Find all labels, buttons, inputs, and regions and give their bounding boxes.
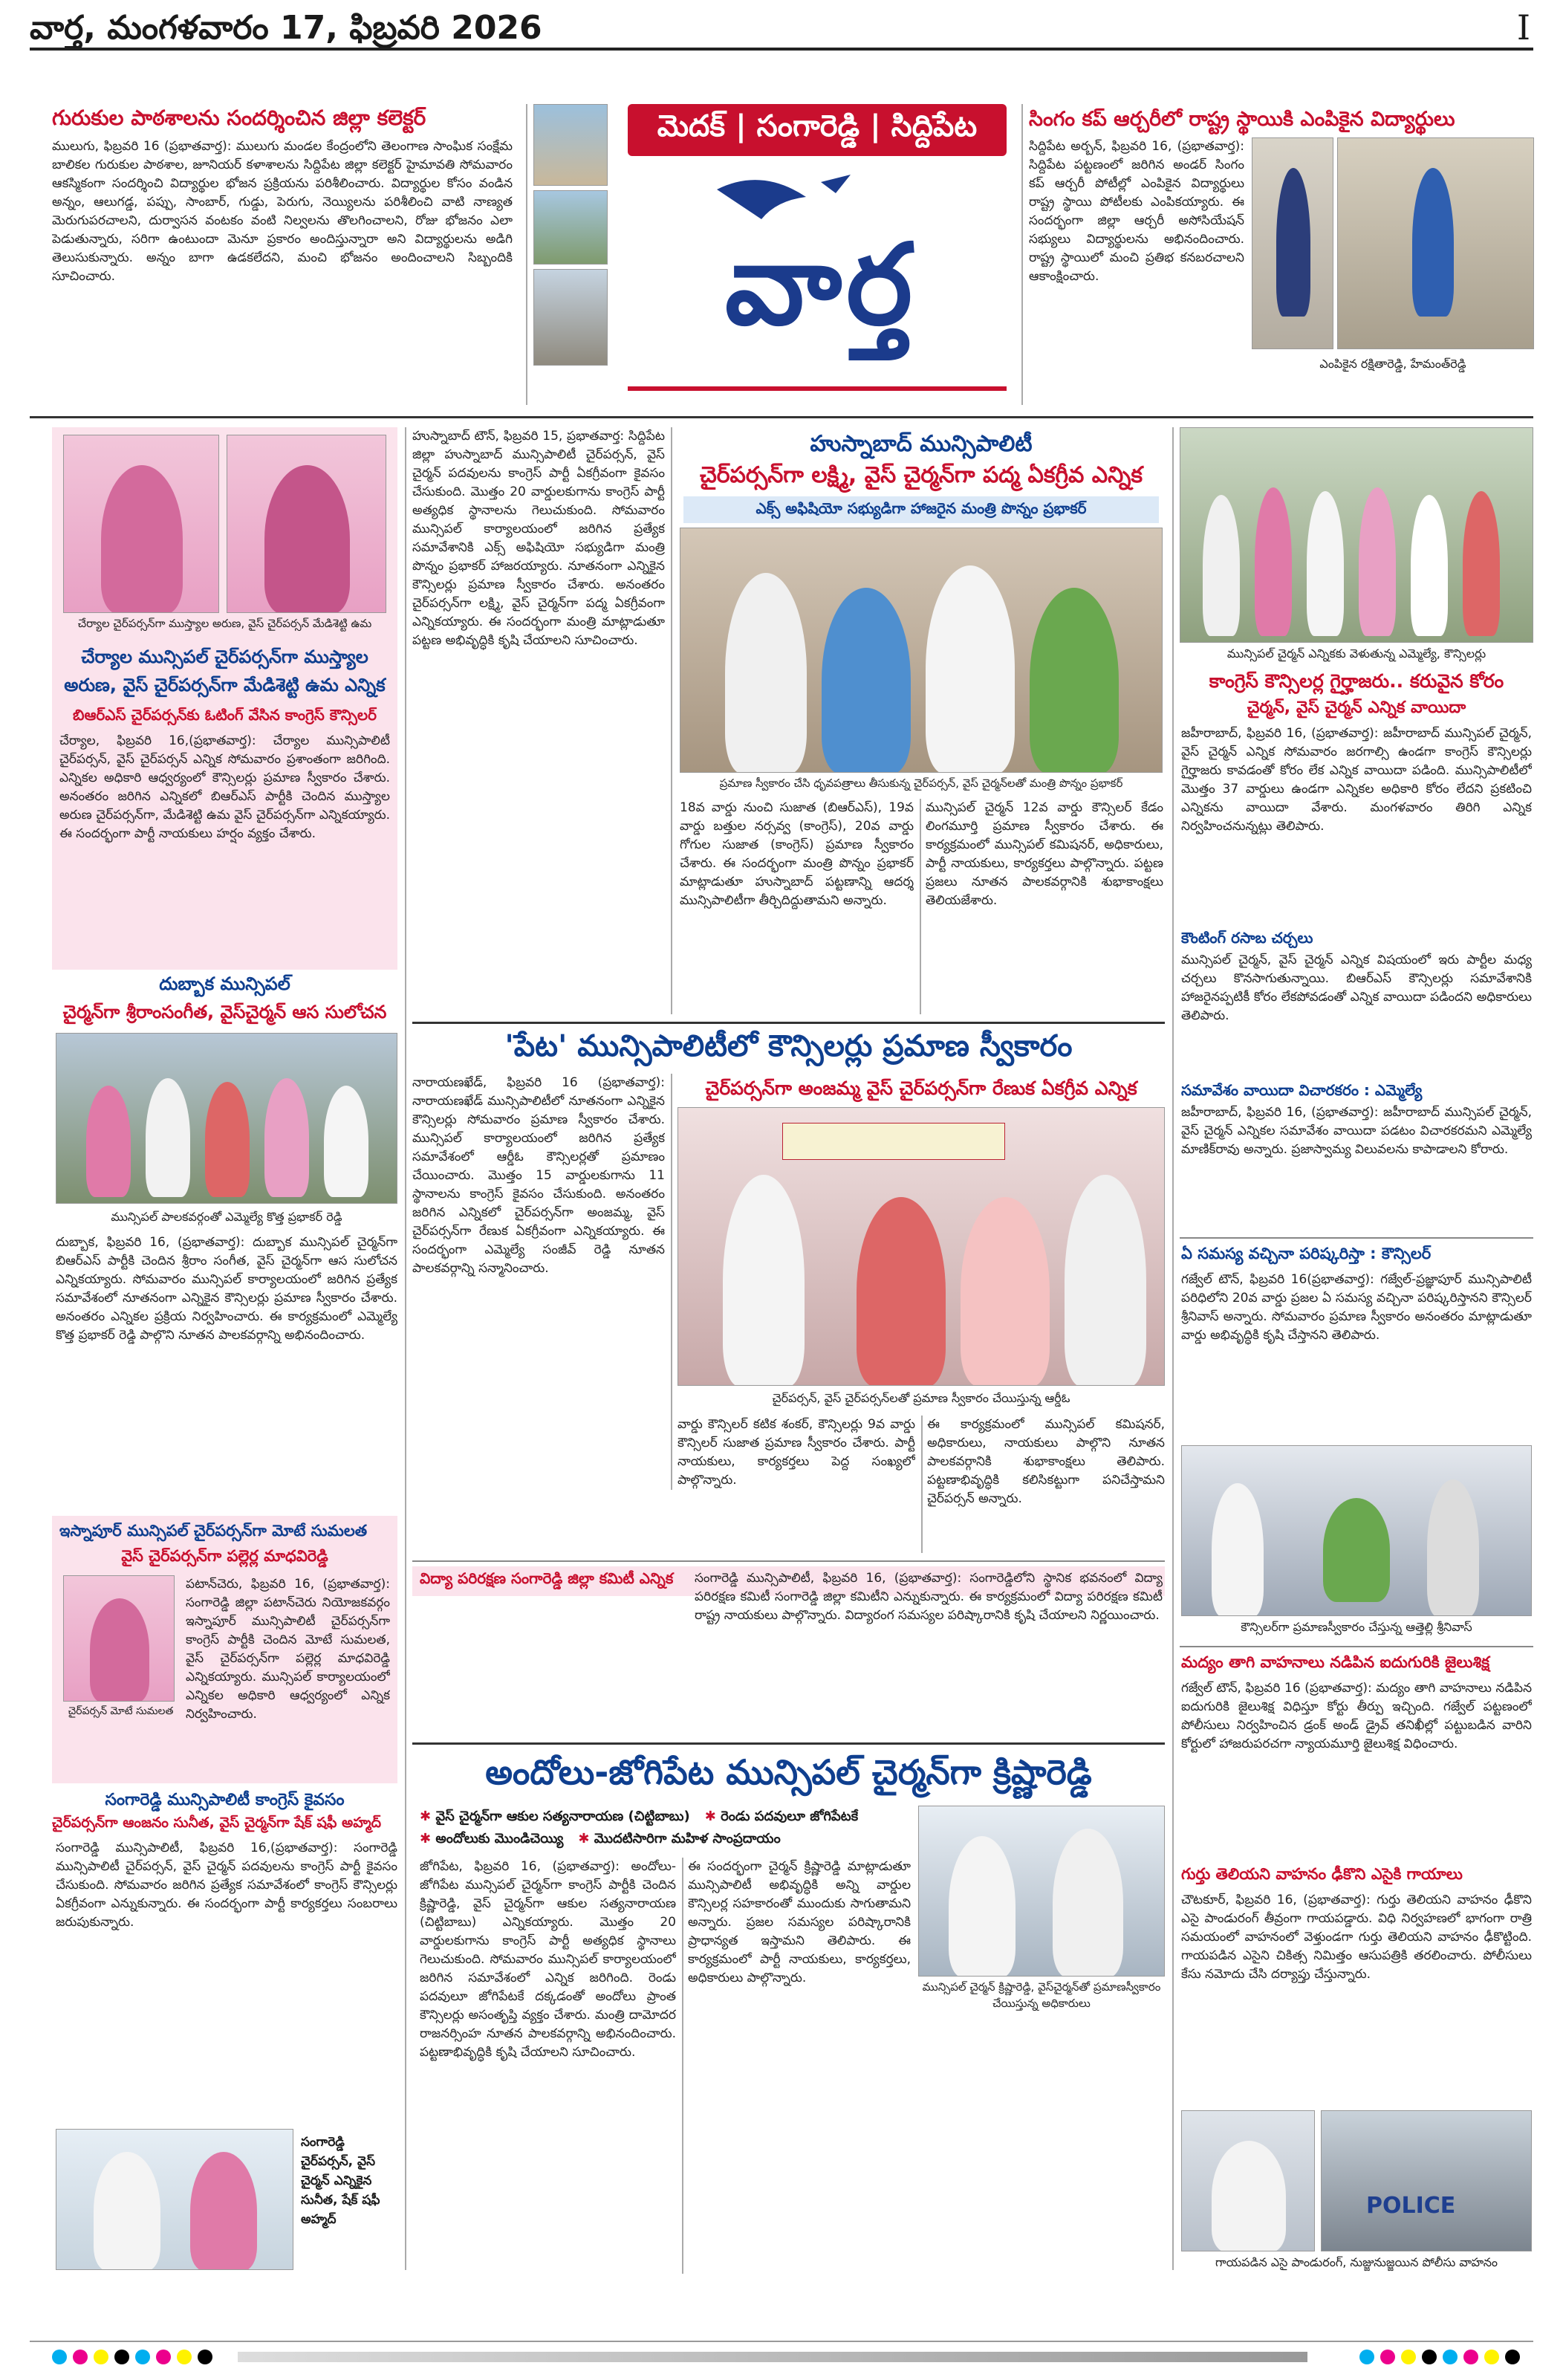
column-divider [671,427,672,1014]
gajwel-photo [1181,1445,1532,1616]
vidya-body: సంగారెడ్డి మున్సిపాలిటీ, ఫిబ్రవరి 16, (ప్రభాతవార్త): సంగారెడ్డిలోని స్థానిక భవనంలో విద్యా పరిరక్షణ కమిటీ సంగారెడ్డి జిల్లా కమిటీని ఎన్నుకున్నారు. ఈ కార్యక్రమంలో విద్యా పరిరక్షణ కమిటీ రాష్ట్ర నాయకులు పాల్గొన్నారు. విద్యారంగ సమస్యల పరిష్కారానికి కృషి చేయాలని నిర్ణయించారు. [695,1571,1163,1623]
footer-rule [30,2341,1533,2342]
peta-sub: చైర్‌పర్సన్‌గా అంజమ్మ వైస్ చైర్‌పర్సన్‌గా రేణుక ఏకగ్రీవ ఎన్నిక [705,1077,1137,1099]
building-photo [533,190,608,265]
header-rule [30,48,1533,51]
husnabad-body3: మున్సిపల్ చైర్మన్ 12వ వార్డు కౌన్సిలర్ కేడం లింగమూర్తి ప్రమాణ స్వీకారం చేశారు. ఈ కార్యక్రమంలో మున్సిపల్ కమిషనర్, అధికారులు, పార్టీ నాయకులు, కార్యకర్తలు పాల్గొన్నారు. పట్టణ ప్రజలు నూతన పాలకవర్గానికి శుభాకాంక్షలు తెలియజేశారు. [926,800,1163,908]
page-number: I [1516,7,1530,48]
zaheerabad-sub: చైర్మన్, వైస్ చైర్మన్ ఎన్నిక వాయిదా [1247,698,1466,717]
dubbaka-caption: మున్సిపల్ పాలకవర్గంతో ఎమ్మెల్యే కొత్త ప్రభాకర్ రెడ్డి [111,1210,342,1224]
registration-marks-left [52,2350,212,2364]
andol-bullet: ✱ మొదటిసారిగా మహిళ సాంప్రదాయం [578,1831,781,1846]
accident-headline: గుర్తు తెలియని వాహనం ఢీకొని ఎసైకి గాయాలు [1181,1865,1463,1883]
section-rule [1180,1646,1533,1647]
zaheerabad-body2: మున్సిపల్ చైర్మన్, వైస్ చైర్మన్ ఎన్నిక విషయంలో ఇరు పార్టీల మధ్య చర్చలు కొనసాగుతున్నాయి. బిఆర్ఎస్ కౌన్సిలర్లు సమావేశానికి హాజరైనప్పటికీ కోరం లేకపోవడంతో ఎన్నిక వాయిదా పడిందని అధికారులు తెలిపారు. [1181,953,1532,1023]
drunk-body: గజ్వేల్ టౌన్, ఫిబ్రవరి 16 (ప్రభాతవార్త): మద్యం తాగి వాహనాలు నడిపిన ఐదుగురికి జైలుశిక్ష విధిస్తూ కోర్టు తీర్పు ఇచ్చింది. గజ్వేల్ పట్టణంలో పోలీసులు నిర్వహించిన డ్రంక్ అండ్ డ్రైవ్ తనిఖీల్లో పట్టుబడిన వారిని కోర్టులో హాజరుపరచగా న్యాయమూర్తి జైలుశిక్ష విధించారు. [1181,1681,1532,1751]
clock-tower-photo [533,269,608,366]
peta-headline: 'పేట' మున్సిపాలిటీలో కౌన్సిలర్లు ప్రమాణ స్వీకారం [504,1029,1073,1063]
sangareddy-mun-headline: సంగారెడ్డి మున్సిపాలిటీ కాంగ్రెస్ కైవసం [105,1791,345,1809]
column-divider [682,1858,683,2274]
column-divider [1172,427,1174,2270]
section-rule [1180,1237,1533,1239]
zaheerabad-sub3: సమావేశం వాయిదా విచారకరం : ఎమ్మెల్యే [1181,1081,1423,1099]
district-banner: మెదక్ | సంగారెడ్డి | సిద్దిపేట [628,104,1007,156]
andol-bullets [420,1806,903,1850]
section-rule [412,1742,1165,1745]
peta-body: నారాయణఖేడ్, ఫిబ్రవరి 16 (ప్రభాతవార్త): నారాయణఖేడ్ మున్సిపాలిటీలో నూతనంగా ఎన్నికైన కౌన్సిలర్లు సోమవారం ప్రమాణ స్వీకారం చేశారు. మున్సిపల్ కార్యాలయంలో జరిగిన ప్రత్యేక సమావేశంలో ఆర్డీఓ కౌన్సిలర్లతో ప్రమాణం చేయించారు. మొత్తం 15 వార్డులకుగాను 11 స్థానాలను కాంగ్రెస్ కైవసం చేసుకుంది. అనంతరం జరిగిన ఎన్నికలో చైర్‌పర్సన్‌గా అంజమ్మ, వైస్ చైర్‌పర్సన్‌గా రేణుక ఏకగ్రీవంగా ఎన్నికయ్యారు. ఈ సందర్భంగా ఎమ్మెల్యే సంజీవ్ రెడ్డి నూతన పాలకవర్గాన్ని సన్మానించారు. [412,1075,665,1276]
andol-headline: అందోలు-జోగిపేట మున్సిపల్ చైర్మన్‌గా క్రిష్ణారెడ్డి [485,1752,1092,1792]
ismailpur-headline: ఇస్నాపూర్ మున్సిపల్ చైర్‌పర్సన్‌గా మోటే సుమలత [59,1522,368,1540]
cheryal-body: చేర్యాల, ఫిబ్రవరి 16,(ప్రభాతవార్త): చేర్యాల మున్సిపాలిటీ చైర్‌పర్సన్, వైస్ చైర్‌పర్సన్ ఎన్నిక సోమవారం ప్రశాంతంగా జరిగింది. ఎన్నికల అధికారి ఆధ్వర్యంలో కౌన్సిలర్లు ప్రమాణ స్వీకారం చేశారు. అనంతరం జరిగిన ఎన్నికలో బిఆర్ఎస్ పార్టీకి చెందిన ముస్త్యాల అరుణ చైర్‌పర్సన్‌గా, మేడిశెట్టి ఉమ వైస్ చైర్‌పర్సన్‌గా ఎన్నికయ్యారు. ఈ సందర్భంగా పార్టీ నాయకులు హర్షం వ్యక్తం చేశారు. [59,733,390,841]
column-divider [921,1416,923,1553]
temple-photo [533,104,608,186]
husnabad-body2: 18వ వార్డు నుంచి సుజాత (బిఆర్ఎస్), 19వ వార్డు బత్తుల నర్సవ్వ (కాంగ్రెస్), 20వ వార్డు గోగుల సుజాత (కాంగ్రెస్) ప్రమాణ స్వీకారం చేశారు. ఈ సందర్భంగా మంత్రి పొన్నం ప్రభాకర్ మాట్లాడుతూ హుస్నాబాద్ పట్టణాన్ని ఆదర్శ మున్సిపాలిటీగా తీర్చిదిద్దుతామని అన్నారు. [680,800,914,908]
collector-body: ములుగు, ఫిబ్రవరి 16 (ప్రభాతవార్త): ములుగు మండల కేంద్రంలోని తెలంగాణ సాంఘిక సంక్షేమ బాలికల గురుకుల పాఠశాల, జూనియర్ కళాశాలను సిద్దిపేట జిల్లా కలెక్టర్ హైమావతి సోమవారం ఆకస్మికంగా సందర్శించి విద్యార్థుల భోజన ప్రక్రియను పరిశీలించారు. విద్యార్థుల కోసం వండిన అన్నం, ఆలుగడ్డ, పప్పు, సాంబార్, గుడ్డు, పెరుగు, నెయ్యిలను పరిశీలించి వాటి నాణ్యత మెరుగుపరచాలని, దుర్వాసన వంటకం వంటి నిల్వలను తొలగించాలని, రోజు భోజనం ఎలా పెడుతున్నారు, సరిగా ఉంటుందా మెనూ ప్రకారం అందిస్తున్నారా అని విద్యార్థులను అడిగి తెలుసుకున్నారు. అన్నం బాగా ఉడకలేదని, మంచి భోజనం అందించాలని సిబ్బందికి సూచించారు. [52,139,513,284]
husnabad-headline2: చైర్‌పర్సన్‌గా లక్ష్మి, వైస్ చైర్మన్‌గా పద్మ ఏకగ్రీవ ఎన్నిక [699,462,1143,488]
sangareddy-mun-caption: సంగారెడ్డి చైర్‌పర్సన్, వైస్ చైర్మన్ ఎన్నికైన సునీత, షేక్ షఫీ అహ్మద్ [301,2135,380,2227]
husnabad-photo [680,528,1163,773]
archer-boy-photo [1337,137,1534,349]
cheryal-caption: చేర్యాల చైర్‌పర్సన్‌గా ముస్త్యాల అరుణ, వైస్ చైర్‌పర్సన్ మేడిశెట్టి ఉమ [77,617,372,630]
husnabad-sub: ఎక్స్ అఫిషియో సభ్యుడిగా హాజరైన మంత్రి పొన్నం ప్రభాకర్ [683,496,1159,523]
gajwel-headline: ఏ సమస్య వచ్చినా పరిష్కరిస్తా : కౌన్సిలర్ [1181,1245,1432,1262]
dubbaka-sub: చైర్మన్‌గా శ్రీరాంసంగీత, వైస్‌చైర్మన్ ఆస సులోచన [62,1002,387,1022]
archery-headline: సింగం కప్ ఆర్చరీలో రాష్ట్ర స్థాయికి ఎంపికైన విద్యార్థులు [1029,108,1455,131]
andol-body2: ఈ సందర్భంగా చైర్మన్ క్రిష్ణారెడ్డి మాట్లాడుతూ మున్సిపాలిటీ అభివృద్ధికి అన్ని వార్డుల కౌన్సిలర్ల సహకారంతో ముందుకు సాగుతామని అన్నారు. ప్రజల సమస్యల పరిష్కారానికి ప్రాధాన్యత ఇస్తామని తెలిపారు. ఈ కార్యక్రమంలో పార్టీ నాయకులు, కార్యకర్తలు, అధికారులు పాల్గొన్నారు. [688,1859,911,1985]
andol-photo [918,1806,1165,1977]
section-rule [412,1560,1165,1562]
column-divider [526,104,527,405]
dubbaka-body: దుబ్బాక, ఫిబ్రవరి 16, (ప్రభాతవార్త): దుబ్బాక మున్సిపల్ చైర్మన్‌గా బిఆర్ఎస్ పార్టీకి చెందిన శ్రీరాం సంగీత, వైస్ చైర్మన్‌గా ఆస సులోచన ఎన్నికయ్యారు. సోమవారం మున్సిపల్ కార్యాలయంలో జరిగిన ప్రత్యేక సమావేశంలో నూతనంగా ఎన్నికైన కౌన్సిలర్లు ప్రమాణ స్వీకారం చేశారు. అనంతరం ఎన్నికల ప్రక్రియ నిర్వహించారు. ఈ కార్యక్రమంలో ఎమ్మెల్యే కొత్త ప్రభాకర్ రెడ్డి పాల్గొని నూతన పాలకవర్గాన్ని అభినందించారు. [56,1235,397,1343]
accident-body: చౌటకూర్, ఫిబ్రవరి 16, (ప్రభాతవార్త): గుర్తు తెలియని వాహనం ఢీకొని ఎసై పాండురంగ్ తీవ్రంగా గాయపడ్డారు. విధి నిర్వహణలో భాగంగా రాత్రి సమయంలో వాహనంలో వెళ్తుండగా గుర్తు తెలియని వాహనం ఢీకొట్టింది. గాయపడిన ఎసైని చికిత్స నిమిత్తం ఆసుపత్రికి తరలించారు. పోలీసులు కేసు నమోదు చేసి దర్యాప్తు చేస్తున్నారు. [1181,1893,1532,1982]
sangareddy-chair-photo [56,2129,293,2270]
page-header-title: వార్త, మంగళవారం 17, ఫిబ్రవరి 2026 [30,9,542,47]
sangareddy-mun-body: సంగారెడ్డి మున్సిపాలిటీ, ఫిబ్రవరి 16,(ప్రభాతవార్త): సంగారెడ్డి మున్సిపాలిటీ చైర్‌పర్సన్, వైస్ చైర్మన్ పదవులను కాంగ్రెస్ పార్టీ కైవసం చేసుకుంది. సోమవారం జరిగిన ప్రత్యేక సమావేశంలో కాంగ్రెస్ కౌన్సిలర్లు ఏకగ్రీవంగా ఎన్నుకున్నారు. ఈ సందర్భంగా పార్టీ కార్యకర్తలు సంబరాలు జరుపుకున్నారు. [56,1841,397,1930]
peta-photo [677,1107,1165,1386]
zaheerabad-photo [1180,427,1533,643]
column-divider [405,427,406,2270]
husnabad-body: హుస్నాబాద్ టౌన్, ఫిబ్రవరి 15, ప్రభాతవార్త: సిద్దిపేట జిల్లా హుస్నాబాద్ మున్సిపాలిటీ చైర్‌పర్సన్, వైస్ చైర్మన్ పదవులను కాంగ్రెస్ పార్టీ ఏకగ్రీవంగా కైవసం చేసుకుంది. మొత్తం 20 వార్డులకుగాను కాంగ్రెస్ పార్టీ అత్యధిక స్థానాలను గెలుచుకుంది. సోమవారం మున్సిపల్ కార్యాలయంలో జరిగిన ప్రత్యేక సమావేశానికి ఎక్స్ అఫిషియో సభ్యుడిగా మంత్రి పొన్నం ప్రభాకర్ హాజరయ్యారు. నూతనంగా ఎన్నికైన కౌన్సిలర్లు ప్రమాణ స్వీకారం చేశారు. అనంతరం చైర్‌పర్సన్‌గా లక్ష్మి, వైస్ చైర్మన్‌గా పద్మ ఏకగ్రీవంగా ఎన్నికయ్యారు. ఈ సందర్భంగా మంత్రి మాట్లాడుతూ పట్టణ అభివృద్ధికి కృషి చేయాలని సూచించారు. [412,429,665,648]
accident-caption: గాయపడిన ఎసై పాండురంగ్, నుజ్జునుజ్జయిన పోలీసు వాహనం [1215,2255,1498,2269]
archery-body: సిద్దిపేట అర్బన్, ఫిబ్రవరి 16, (ప్రభాతవార్త): సిద్దిపేట పట్టణంలో జరిగిన అండర్ సింగం కప్ ఆర్చరీ పోటీల్లో ఎంపికైన విద్యార్థులు రాష్ట్ర స్థాయి పోటీలకు ఎంపికయ్యారు. ఈ సందర్భంగా జిల్లా ఆర్చరీ అసోసియేషన్ సభ్యులు విద్యార్థులను అభినందించారు. రాష్ట్ర స్థాయిలో మంచి ప్రతిభ కనబరచాలని ఆకాంక్షించారు. [1029,139,1244,284]
husnabad-caption: ప్రమాణ స్వీకారం చేసి ధృవపత్రాలు తీసుకున్న చైర్‌పర్సన్, వైస్ చైర్మన్‌లతో మంత్రి పొన్నం ప్రభాకర్ [719,776,1123,790]
banner-board [782,1123,1005,1160]
gajwel-caption: కౌన్సిలర్‌గా ప్రమాణస్వీకారం చేస్తున్న ఆత్తెల్లి శ్రీనివాస్ [1241,1620,1472,1634]
vidya-headline: విద్యా పరిరక్షణ సంగారెడ్డి జిల్లా కమిటీ ఎన్నిక [420,1569,674,1587]
police-label: POLICE [1366,2193,1456,2219]
archery-caption: ఎంపికైన రక్షితారెడ్డి, హేమంత్‌రెడ్డి [1319,357,1466,371]
dubbaka-group-photo [56,1033,397,1204]
section-rule [30,416,1533,418]
drunk-headline: మద్యం తాగి వాహనాలు నడిపిన ఐదుగురికి జైలుశిక్ష [1181,1653,1490,1671]
zaheerabad-sub2: కౌంటింగ్ రసాబ చర్చలు [1181,929,1313,947]
injured-si-photo [1181,2110,1315,2251]
peta-body-cont [412,1494,665,1553]
sangareddy-mun-sub: చైర్‌పర్సన్‌గా ఆంజనం సునీత, వైస్ చైర్మన్‌గా షేక్ షఫీ అహ్మద్ [52,1815,382,1831]
dubbaka-headline: దుబ్బాక మున్సిపల్ [159,973,290,994]
gajwel-body: గజ్వేల్ టౌన్, ఫిబ్రవరి 16(ప్రభాతవార్త): గజ్వేల్-ప్రజ్ఞాపూర్ మున్సిపాలిటీ పరిధిలోని 20వ వార్డు ప్రజల ఏ సమస్య వచ్చినా పరిష్కరిస్తానని కౌన్సిలర్ శ్రీనివాస్ అన్నారు. సోమవారం ప్రమాణ స్వీకారం అనంతరం మాట్లాడుతూ వార్డు అభివృద్ధికి కృషి చేస్తానని తెలిపారు. [1181,1272,1532,1343]
zaheerabad-headline: కాంగ్రెస్ కౌన్సిలర్ల గైర్హాజరు.. కరువైన కోరం [1209,670,1504,692]
masthead-logo [628,160,1007,383]
column-divider [671,1074,672,1490]
peta-body3: ఈ కార్యక్రమంలో మున్సిపల్ కమిషనర్, అధికారులు, నాయకులు పాల్గొని నూతన పాలకవర్గానికి శుభాకాంక్షలు తెలిపారు. పట్టణాభివృద్ధికి కలిసికట్టుగా పనిచేస్తామని చైర్‌పర్సన్ అన్నారు. [927,1417,1165,1506]
zaheerabad-body: జహీరాబాద్, ఫిబ్రవరి 16, (ప్రభాతవార్త): జహీరాబాద్ మున్సిపల్ చైర్మన్, వైస్ చైర్మన్ ఎన్నిక సోమవారం జరగాల్సి ఉండగా కాంగ్రెస్ కౌన్సిలర్లు గైర్హాజరు కావడంతో కోరం లేక ఎన్నిక వాయిదా పడింది. మున్సిపాలిటీలో మొత్తం 37 వార్డులు ఉండగా ఎన్నికల అధికారి కోరం లేదని ప్రకటించి ఎన్నికను వాయిదా వేశారు. మంగళవారం తిరిగి ఎన్నిక నిర్వహించనున్నట్లు తెలిపారు. [1181,726,1532,834]
peta-caption: చైర్‌పర్సన్, వైస్ చైర్‌పర్సన్‌లతో ప్రమాణ స్వీకారం చేయిస్తున్న ఆర్డీఓ [772,1391,1070,1405]
cheryal-headline: చేర్యాల మున్సిపల్ చైర్‌పర్సన్‌గా ముస్త్యాల అరుణ, వైస్ చైర్‌పర్సన్‌గా మేడిశెట్టి ఉమ ఎన్నిక [64,646,386,695]
logo-text: వార్త [724,219,917,350]
ismailpur-sub: వైస్ చైర్‌పర్సన్‌గా పల్లెర్ల మాధవిరెడ్డి [121,1547,328,1565]
registration-marks-right [1359,2350,1520,2364]
column-divider [1021,104,1023,405]
section-rule [412,1022,1165,1024]
ismailpur-body: పటాన్‌చెరు, ఫిబ్రవరి 16, (ప్రభాతవార్త): సంగారెడ్డి జిల్లా పటాన్‌చెరు నియోజకవర్గం ఇస్నాపూర్ మున్సిపాలిటీ చైర్‌పర్సన్‌గా కాంగ్రెస్ పార్టీకి చెందిన మోటే సుమలత, వైస్ చైర్‌పర్సన్‌గా పల్లెర్ల మాధవిరెడ్డి ఎన్నికయ్యారు. మున్సిపల్ కార్యాలయంలో ఎన్నికల అధికారి ఆధ్వర్యంలో ఎన్నిక నిర్వహించారు. [186,1577,390,1722]
police-vehicle-photo [1321,2110,1532,2251]
column-divider [920,799,921,1014]
uma-photo [227,435,386,613]
andol-bullet: ✱ అందోలుకు మొండిచెయ్యి [420,1831,564,1846]
andol-bullet: ✱ వైస్ చైర్మన్‌గా ఆకుల సత్యనారాయణ (చిట్టిబాబు) [420,1809,690,1824]
cheryal-sub: బిఆర్ఎస్ చైర్‌పర్సన్‌కు ఓటింగ్ వేసిన కాంగ్రెస్ కౌన్సిలర్ [73,706,377,724]
archer-girl-photo [1252,137,1333,349]
collector-headline: గురుకుల పాఠశాలను సందర్శించిన జిల్లా కలెక్టర్ [52,106,426,130]
peta-body2: వార్డు కౌన్సిలర్ కటిక శంకర్, కౌన్సిలర్లు 9వ వార్డు కౌన్సిలర్ సుజాత ప్రమాణ స్వీకారం చేశారు. పార్టీ నాయకులు, కార్యకర్తలు పెద్ద సంఖ్యలో పాల్గొన్నారు. [677,1417,915,1488]
zaheerabad-caption: మున్సిపల్ చైర్మన్ ఎన్నికకు వెళుతున్న ఎమ్మెల్యే, కౌన్సిలర్లు [1226,646,1486,661]
ismailpur-caption: చైర్‌పర్సన్ మోటే సుమలత [68,1705,174,1717]
color-strip [238,2352,1307,2362]
andol-caption: మున్సిపల్ చైర్మన్ క్రిష్ణారెడ్డి, వైస్‌చైర్మన్‌తో ప్రమాణస్వీకారం చేయిస్తున్న అధికారులు [922,1980,1161,2010]
masthead-bar [628,386,1007,391]
sumalatha-photo [63,1575,175,1702]
husnabad-headline1: హుస్నాబాద్ మున్సిపాలిటీ [810,431,1033,457]
zaheerabad-body3: జహీరాబాద్, ఫిబ్రవరి 16, (ప్రభాతవార్త): జహీరాబాద్ మున్సిపల్ చైర్మన్, వైస్ చైర్మన్ ఎన్నికల సమావేశం వాయిదా పడటం విచారకరమని ఎమ్మెల్యే మాణిక్‌రావు అన్నారు. ప్రజాస్వామ్య విలువలను కాపాడాలని కోరారు. [1181,1105,1532,1157]
aruna-photo [63,435,219,613]
andol-bullet: ✱ రెండు పదవులూ జోగిపేటకే [704,1809,859,1824]
andol-body: జోగిపేట, ఫిబ్రవరి 16, (ప్రభాతవార్త): అందోలు-జోగిపేట మున్సిపల్ చైర్మన్‌గా కాంగ్రెస్ పార్టీకి చెందిన క్రిష్ణారెడ్డి, వైస్ చైర్మన్‌గా ఆకుల సత్యనారాయణ (చిట్టిబాబు) ఎన్నికయ్యారు. మొత్తం 20 వార్డులకుగాను కాంగ్రెస్ పార్టీ అత్యధిక స్థానాలు గెలుచుకుంది. సోమవారం మున్సిపల్ కార్యాలయంలో జరిగిన సమావేశంలో ఎన్నిక జరిగింది. రెండు పదవులూ జోగిపేటకే దక్కడంతో అందోలు ప్రాంత కౌన్సిలర్లు అసంతృప్తి వ్యక్తం చేశారు. మంత్రి దామోదర రాజనర్సింహ నూతన పాలకవర్గాన్ని అభినందించారు. పట్టణాభివృద్ధికి కృషి చేయాలని సూచించారు. [420,1859,676,2060]
